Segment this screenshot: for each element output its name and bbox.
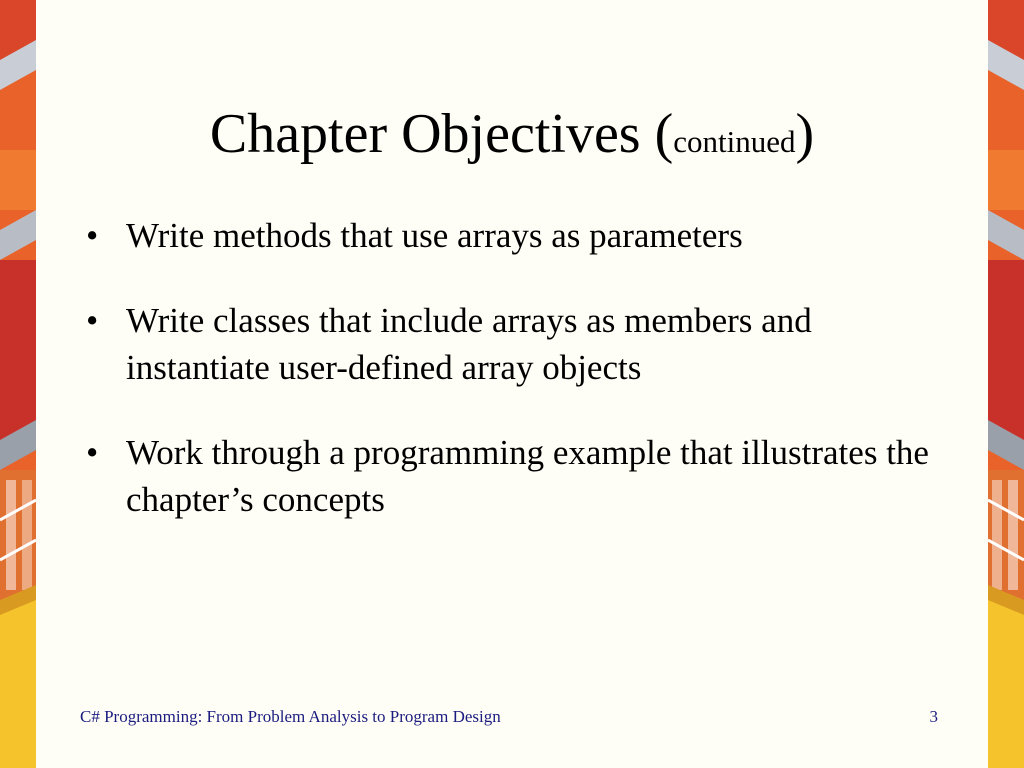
page-number: 3 bbox=[929, 707, 938, 726]
slide-title bbox=[60, 98, 964, 178]
left-decorative-strip bbox=[0, 0, 36, 768]
list-item bbox=[86, 429, 946, 523]
list-item bbox=[86, 297, 946, 391]
bullet-text: Write classes that include arrays as members and instantiate user-defined array objects bbox=[126, 301, 812, 387]
list-item bbox=[86, 212, 946, 259]
bullet-text: Work through a programming example that illustrates the chapter’s concepts bbox=[126, 433, 929, 519]
bullet-text: Write methods that use arrays as parameters bbox=[126, 216, 743, 255]
slide-title-main: Chapter Objectives ( bbox=[209, 103, 674, 165]
building-facade-image-left bbox=[0, 0, 36, 768]
footer-book-title: C# Programming: From Problem Analysis to Program Design bbox=[80, 707, 501, 726]
bullet-marker: • bbox=[86, 216, 99, 255]
bullet-marker: • bbox=[86, 433, 99, 472]
slide-title-continued: continued bbox=[673, 124, 796, 159]
building-facade-image-right bbox=[988, 0, 1024, 768]
right-decorative-strip bbox=[988, 0, 1024, 768]
objectives-list bbox=[86, 212, 946, 561]
slide-title-close: ) bbox=[795, 103, 815, 165]
bullet-marker: • bbox=[86, 301, 99, 340]
